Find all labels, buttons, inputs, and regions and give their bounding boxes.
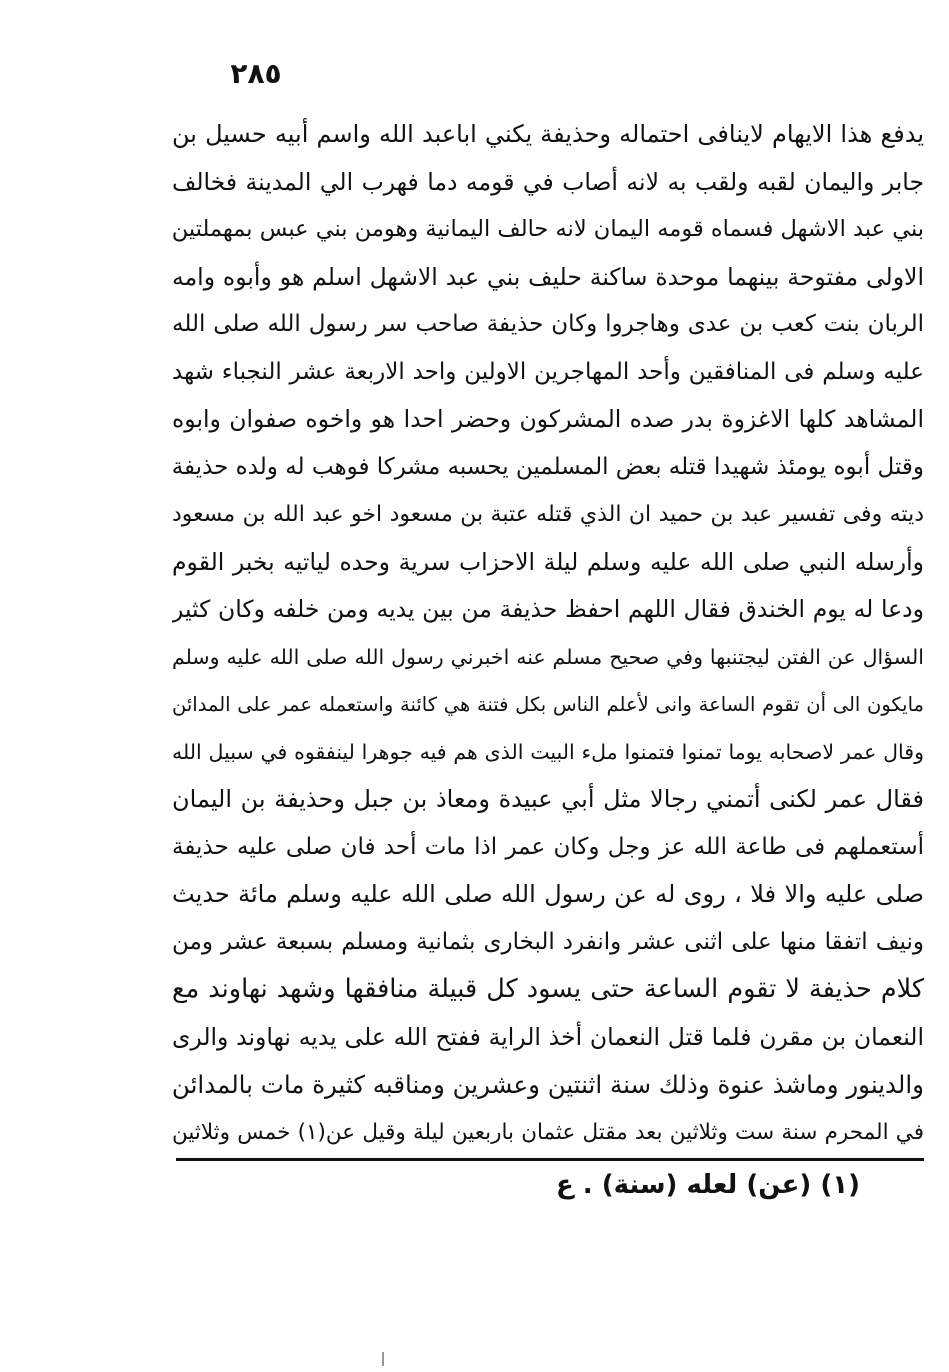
text-line: ديته وفى تفسير عبد بن حميد ان الذي قتله عتبة بن مسعود اخو عبد الله بن مسعود [172, 502, 924, 527]
text-line: في المحرم سنة ست وثلاثين بعد مقتل عثمان باربعين ليلة وقيل عن(١) خمس وثلاثين [172, 1119, 924, 1145]
text-line: وقتل أبوه يومئذ شهيدا قتله بعض المسلمين يحسبه مشركا فوهب له ولده حذيفة [172, 453, 924, 480]
text-line: بني عبد الاشهل فسماه قومه اليمان لانه حالف اليمانية وهومن بني عبس بمهملتين [172, 216, 924, 242]
text-line: الاولى مفتوحة بينهما موحدة ساكنة حليف بني عبد الاشهل اسلم هو وأبوه وامه [172, 262, 924, 291]
text-line: عليه وسلم فى المنافقين وأحد المهاجرين الاولين واحد الاربعة عشر النجباء شهد [172, 358, 924, 385]
text-line: ودعا له يوم الخندق فقال اللهم احفظ حذيفة من بين يديه ومن خلفه وكان كثير [172, 595, 924, 623]
text-line: السؤال عن الفتن ليجتنبها وفي صحيح مسلم عنه اخبرني رسول الله صلى الله عليه وسلم [172, 644, 924, 669]
footnote-divider [176, 1158, 924, 1161]
text-line: والدينور وماشذ عنوة وذلك سنة اثنتين وعشرين ومناقبه كثيرة مات بالمدائن [172, 1070, 924, 1099]
text-line: يدفع هذا الايهام لاينافى احتماله وحذيفة يكني اباعبد الله واسم أبيه حسيل بن [172, 120, 924, 148]
text-line: كلام حذيفة لا تقوم الساعة حتى يسود كل قبيلة منافقها وشهد نهاوند مع [172, 974, 924, 1004]
text-line: ونيف اتفقا منها على اثنى عشر وانفرد البخارى بثمانية ومسلم بسبعة عشر ومن [172, 928, 924, 955]
text-line: النعمان بن مقرن فلما قتل النعمان أخذ الراية ففتح الله على يديه نهاوند والرى [172, 1022, 924, 1051]
footnote: (١) (عن) لعله (سنة) . ع [555, 1170, 860, 1200]
page-number: ٢٨٥ [230, 57, 282, 90]
scan-mark [382, 1352, 384, 1366]
text-line: صلى عليه والا فلا ، روى له عن رسول الله صلى الله عليه وسلم مائة حديث [172, 880, 924, 908]
text-line: وقال عمر لاصحابه يوما تمنوا فتمنوا ملء البيت الذى هم فيه جوهرا لينفقوه في سبيل الله [172, 739, 924, 764]
text-line: الربان بنت كعب بن عدى وهاجروا وكان حذيفة صاحب سر رسول الله صلى الله [172, 311, 924, 337]
text-line: وأرسله النبي صلى الله عليه وسلم ليلة الاحزاب سرية وحده لياتيه بخبر القوم [172, 547, 924, 576]
text-line: المشاهد كلها الاغزوة بدر صده المشركون وحضر احدا هو واخوه صفوان وابوه [172, 405, 924, 433]
text-line: مايكون الى أن تقوم الساعة وانى لأعلم الناس بكل فتنة هي كائنة واستعمله عمر على المدائن [172, 693, 924, 716]
text-line: أستعملهم فى طاعة الله عز وجل وكان عمر اذا مات أحد فان صلى عليه حذيفة [172, 833, 924, 860]
text-line: فقال عمر لكنى أتمني رجالا مثل أبي عبيدة ومعاذ بن جبل وحذيفة بن اليمان [172, 785, 924, 813]
text-line: جابر واليمان لقبه ولقب به لانه أصاب في قومه دما فهرب الي المدينة فخالف [172, 167, 924, 196]
body-text [172, 111, 924, 1156]
